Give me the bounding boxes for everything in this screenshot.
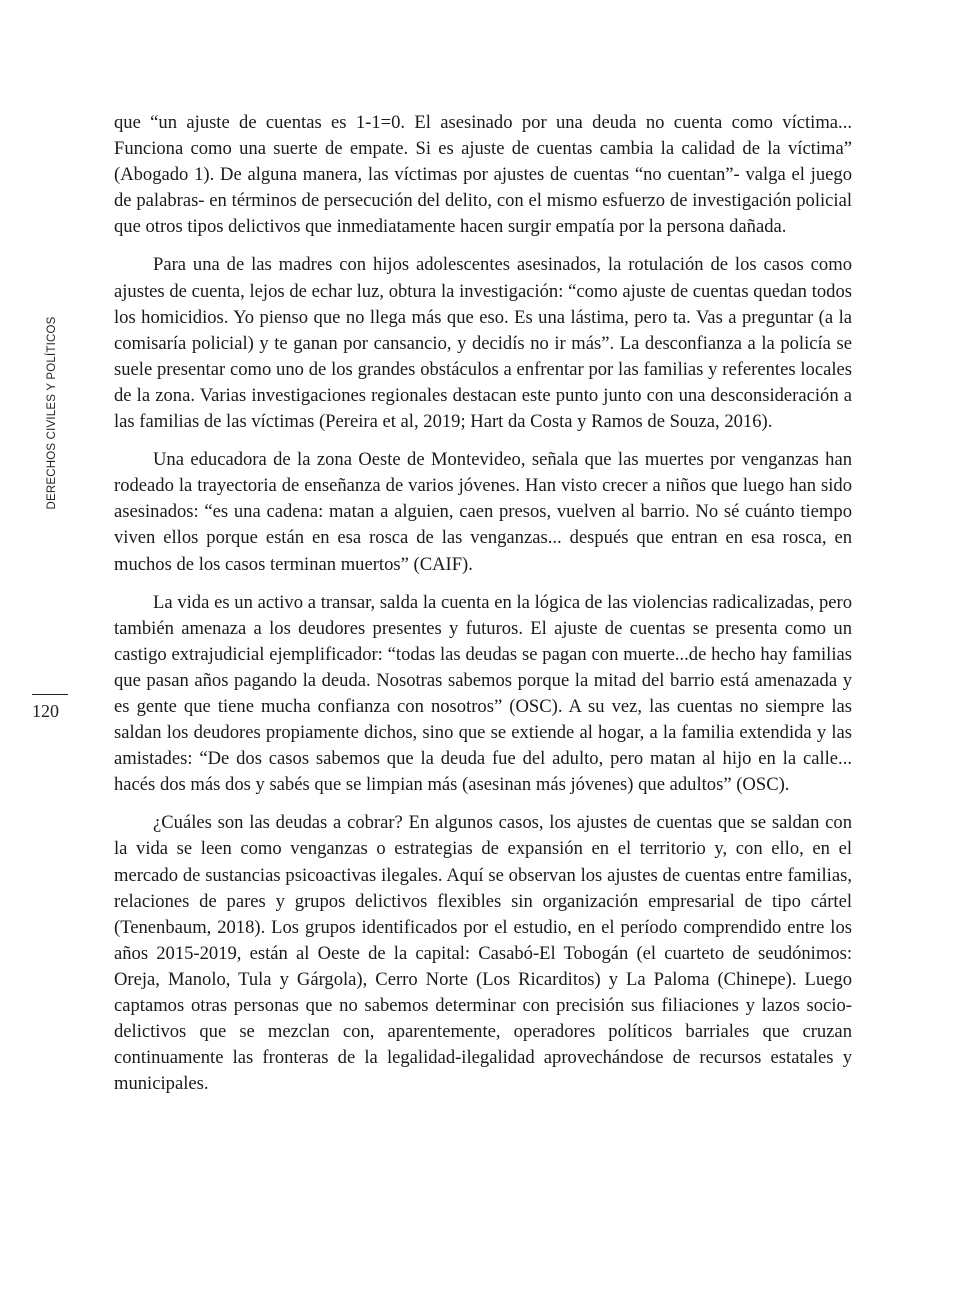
paragraph-2: Para una de las madres con hijos adolescentes asesinados, la rotulación de los casos como ajustes de cuenta, lejos de echar luz, obtura la investigación: “como ajuste de cuentas quedan todos los homicidios. Yo pienso que no llega más que eso. Es una lástima, pero ta. Vas a preguntar (a la comisaría policial) y te ganan por cansancio, y decidís no ir más”. La desconfianza a la policía se suele presentar como uno de los grandes obstáculos a enfrentar por las familias y referentes locales de la zona. Varias investigaciones regionales destacan este punto junto con una desconsideración a las familias de las víctimas (Pereira et al, 2019; Hart da Costa y Ramos de Souza, 2016).	[114, 254, 852, 433]
paragraph-4: La vida es un activo a transar, salda la cuenta en la lógica de las violencias radicalizadas, pero también amenaza a los deudores presentes y futuros. El ajuste de cuentas se presenta como un castigo extrajudicial ejemplificador: “todas las deudas se pagan con muerte...de hecho hay familias que pasan años pagando la deuda. Nosotras sabemos porque la mitad del barrio está amenazada y es gente que tiene mucha confianza con nosotros” (OSC). A su vez, las cuentas no siempre las saldan los deudores propiamente dichos, sino que se extiende al hogar, a la familia extendida y las amistades: “De dos casos sabemos que la deuda fue del adulto, pero matan al hijo en la calle... hacés dos más dos y sabés que se limpian más (asesinan más jóvenes) que adultos” (OSC).	[114, 591, 852, 796]
running-head: DERECHOS CIVILES Y POLÍTICOS	[46, 316, 58, 510]
paragraph-1: que “un ajuste de cuentas es 1-1=0. El asesinado por una deuda no cuenta como víctima... Funciona como una suerte de empate. Si es ajuste de cuentas cambia la calidad de la víctima” (Abogado 1). De alguna manera, las víctimas por ajustes de cuentas “no cuentan”- valga el juego de palabras- en términos de persecución del delito, con el mismo esfuerzo de investigación policial que otros tipos delictivos que inmediatamente hacen surgir empatía por la persona dañada.	[114, 112, 852, 238]
paragraph-3: Una educadora de la zona Oeste de Montevideo, señala que las muertes por venganzas han rodeado la trayectoria de enseñanza de varios jóvenes. Han visto crecer a niños que luego han sido asesinados: “es una cadena: matan a alguien, caen presos, vuelven al barrio. No sé cuánto tiempo viven ellos porque están en esa rosca de las venganzas... después que entran en esa rosca, en muchos de los casos terminan muertos” (CAIF).	[114, 449, 852, 575]
page-number-rule	[32, 694, 68, 695]
page-number: 120	[32, 701, 59, 721]
body-text	[114, 110, 852, 1109]
paragraph-5: ¿Cuáles son las deudas a cobrar? En algunos casos, los ajustes de cuentas que se saldan con la vida se leen como venganzas o estrategias de expansión en el territorio y, con ello, en el mercado de sustancias psicoactivas ilegales. Aquí se observan los ajustes de cuentas entre familias, relaciones de pares y grupos delictivos flexibles sin organización empresarial de tipo cártel (Tenenbaum, 2018). Los grupos identificados por el estudio, en el período comprendido entre los años 2015-2019, están al Oeste de la capital: Casabó-El Tobogán (el cuarteto de seudónimos: Oreja, Manolo, Tula y Gárgola), Cerro Norte (Los Ricarditos) y La Paloma (Chinepe). Luego captamos otras personas que no sabemos determinar con precisión sus filiaciones y lazos socio-delictivos que se mezclan con, aparentemente, operadores políticos barriales que cruzan continuamente las fronteras de la legalidad-ilegalidad aprovechándose de recursos estatales y municipales.	[114, 812, 852, 1095]
